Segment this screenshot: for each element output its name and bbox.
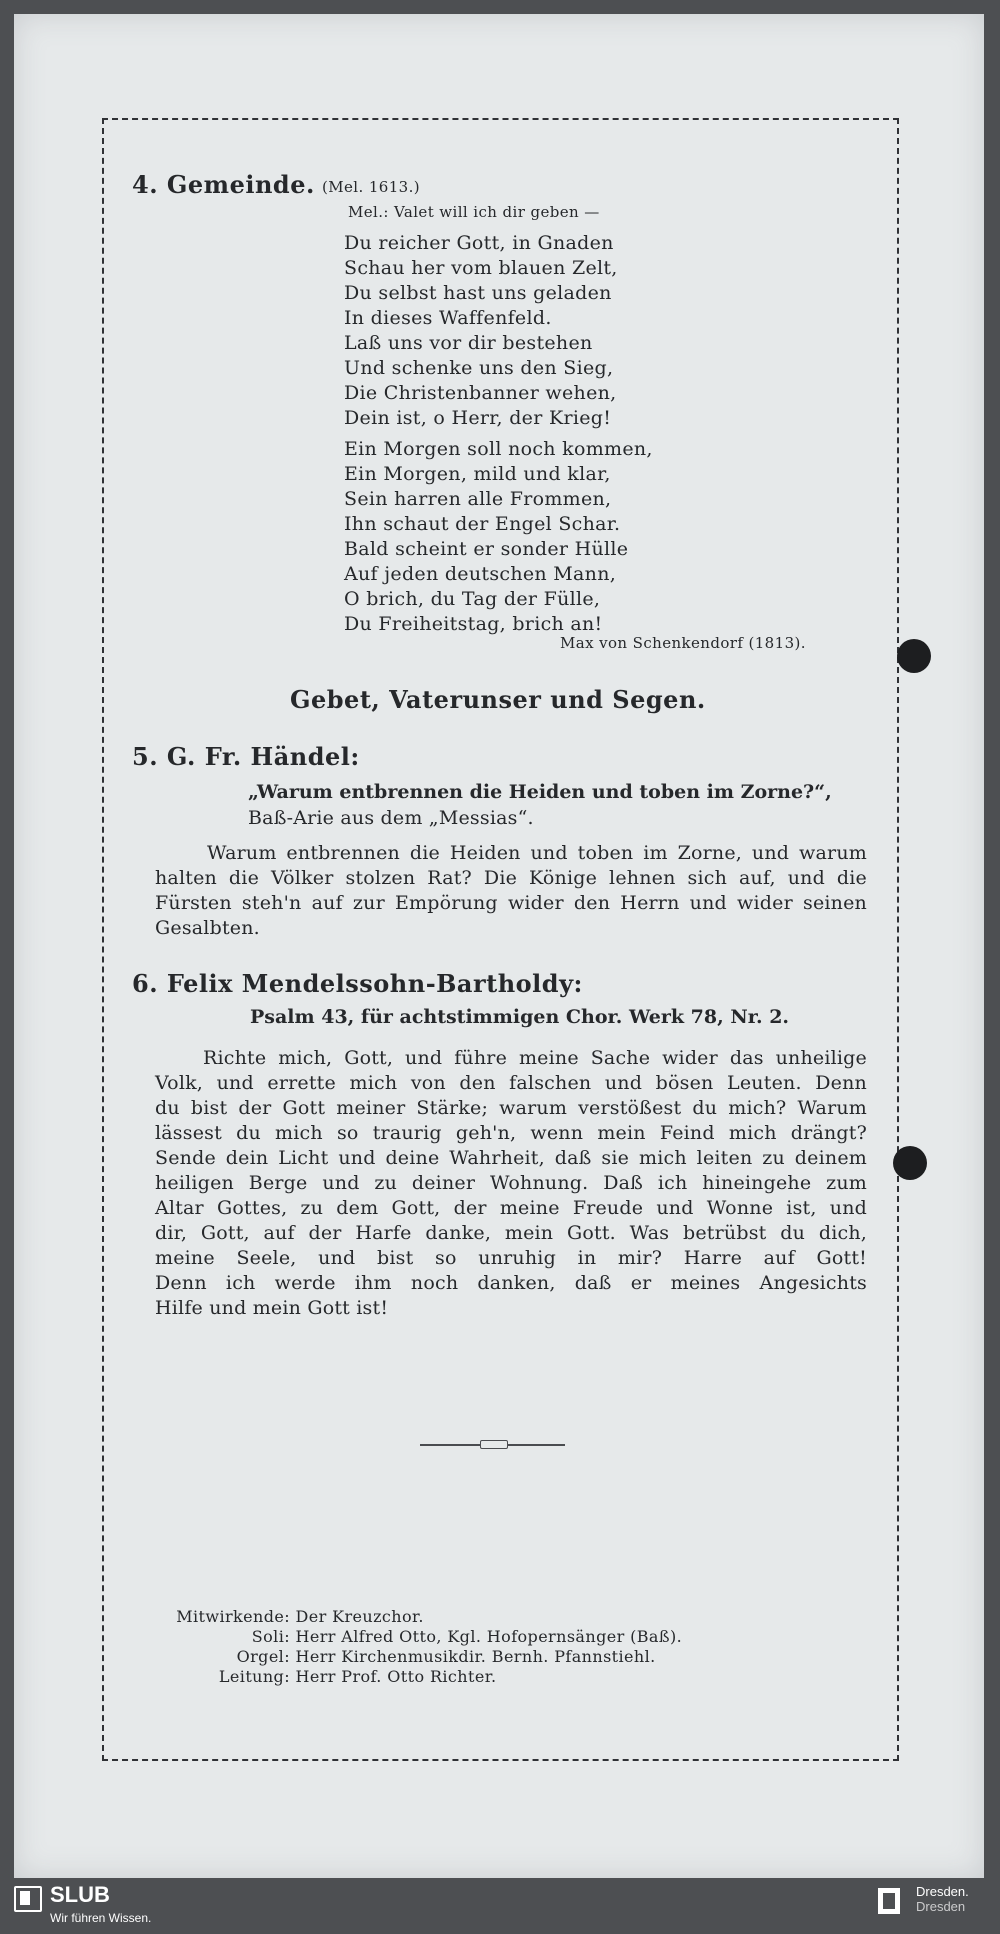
poem-line: In dieses Waffenfeld.: [344, 307, 552, 329]
poem-line: Ihn schaut der Engel Schar.: [344, 513, 621, 535]
credit-label: Mitwirkende:: [176, 1607, 290, 1626]
poem-line: O brich, du Tag der Fülle,: [344, 588, 601, 610]
text-line: Fürsten steh'n auf zur Empörung wider den Herrn und wider seinen: [155, 892, 867, 914]
credit-label: Soli:: [251, 1627, 290, 1646]
section-5-title: „Warum entbrennen die Heiden und toben im Zorne?“,: [248, 781, 832, 803]
text-line: Denn ich werde ihm noch danken, daß er meines Angesichts: [155, 1272, 867, 1294]
credit-label: Leitung:: [218, 1667, 290, 1686]
poem-line: Du Freiheitstag, brich an!: [344, 613, 603, 635]
section-5-heading: 5. G. Fr. Händel:: [132, 742, 360, 771]
credit-value: Herr Alfred Otto, Kgl. Hofopernsänger (Baß).: [295, 1627, 683, 1646]
poem-line: Laß uns vor dir bestehen: [344, 332, 593, 354]
punch-hole: [893, 1146, 927, 1180]
poem-line: Schau her vom blauen Zelt,: [344, 257, 618, 279]
dresden-logo[interactable]: Dresden. Dresden: [916, 1884, 969, 1914]
text-line: du bist der Gott meiner Stärke; warum verstößest du mich? Warum: [155, 1097, 867, 1119]
slub-logo-icon[interactable]: [14, 1886, 42, 1912]
text-line: lässest du mich so traurig geh'n, wenn mein Feind mich drängt?: [155, 1122, 867, 1144]
section-5-text: [155, 841, 867, 941]
slub-brand[interactable]: SLUB: [50, 1882, 110, 1907]
credit-row: [80, 1647, 682, 1667]
divider-ornament: [480, 1440, 508, 1449]
poem-line: Du selbst hast uns geladen: [344, 282, 612, 304]
credit-row: [80, 1667, 682, 1687]
poem-line: Die Christenbanner wehen,: [344, 382, 617, 404]
section-6-heading: 6. Felix Mendelssohn-Bartholdy:: [132, 969, 583, 998]
text-line: Warum entbrennen die Heiden und toben im Zorne, und warum: [207, 842, 867, 864]
text-line: Sende dein Licht und deine Wahrheit, daß sie mich leiten zu deinem: [155, 1147, 867, 1169]
section-6-title: Psalm 43, für achtstimmigen Chor. Werk 78, Nr. 2.: [250, 1006, 790, 1028]
credit-row: [80, 1627, 682, 1647]
text-line: Volk, und errette mich von den falschen und bösen Leuten. Denn: [155, 1072, 867, 1094]
text-line: Gesalbten.: [155, 917, 260, 939]
credit-label: Orgel:: [236, 1647, 290, 1666]
text-line: heiligen Berge und zu deiner Wohnung. Daß ich hineingehe zum: [155, 1172, 867, 1194]
text-line: Altar Gottes, zu dem Gott, der meine Freude und Wonne ist, und: [155, 1197, 867, 1219]
credit-value: Herr Prof. Otto Richter.: [295, 1667, 497, 1686]
poem-line: Sein harren alle Frommen,: [344, 488, 612, 510]
stanza-1: [344, 231, 618, 431]
credits-block: [80, 1607, 682, 1687]
section-4-heading: 4. Gemeinde.: [132, 170, 315, 199]
poem-line: Ein Morgen soll noch kommen,: [344, 438, 653, 460]
footer-bar: [0, 1878, 1000, 1934]
poem-line: Dein ist, o Herr, der Krieg!: [344, 407, 612, 429]
section-4-mel-ref: (Mel. 1613.): [322, 178, 421, 196]
credit-row: [80, 1607, 682, 1627]
text-line: meine Seele, und bist so unruhig in mir? Harre auf Gott!: [155, 1247, 867, 1269]
poem-line: Bald scheint er sonder Hülle: [344, 538, 629, 560]
text-line: halten die Völker stolzen Rat? Die Könige lehnen sich auf, und die: [155, 867, 867, 889]
text-line: dir, Gott, auf der Harfe danke, mein Gott. Was betrübst du dich,: [155, 1222, 867, 1244]
slub-tagline: Wir führen Wissen.: [50, 1911, 152, 1925]
poem-line: Und schenke uns den Sieg,: [344, 357, 614, 379]
section-5-subtitle: Baß-Arie aus dem „Messias“.: [248, 807, 534, 829]
section-4-melody: Mel.: Valet will ich dir geben —: [348, 203, 600, 221]
poem-line: Ein Morgen, mild und klar,: [344, 463, 611, 485]
poem-attribution: Max von Schenkendorf (1813).: [560, 634, 806, 652]
poem-line: Du reicher Gott, in Gnaden: [344, 232, 614, 254]
text-line: Richte mich, Gott, und führe meine Sache wider das unheilige: [203, 1047, 867, 1069]
punch-hole: [897, 639, 931, 673]
credit-value: Der Kreuzchor.: [295, 1607, 424, 1626]
poem-line: Auf jeden deutschen Mann,: [344, 563, 617, 585]
dresden-crest-icon: [878, 1888, 900, 1914]
text-line: Hilfe und mein Gott ist!: [155, 1297, 389, 1319]
credit-value: Herr Kirchenmusikdir. Bernh. Pfannstiehl.: [295, 1647, 656, 1666]
prayer-heading: Gebet, Vaterunser und Segen.: [290, 685, 706, 714]
stanza-2: [344, 437, 653, 637]
section-6-text: [155, 1046, 867, 1321]
